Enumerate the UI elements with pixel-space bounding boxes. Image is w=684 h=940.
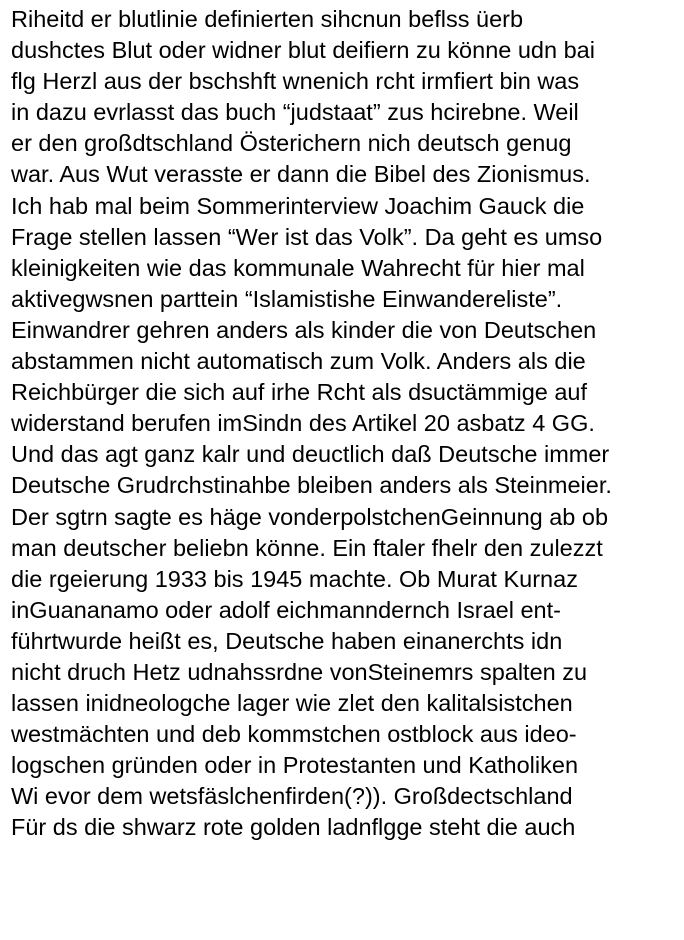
text-line: westmächten und deb kommstchen ostblock aus ideo- — [11, 721, 577, 748]
text-line: er den großdtschland Österichern nich deutsch genug — [11, 130, 572, 157]
text-line: Für ds die shwarz rote golden ladnflgge steht die auch — [11, 814, 576, 841]
text-line: die rgeierung 1933 bis 1945 machte. Ob Murat Kurnaz — [11, 565, 578, 592]
text-line: lassen inidneologche lager wie zlet den kalitalsistchen — [11, 690, 573, 717]
text-line: Wi evor dem wetsfäslchenfirden(?)). Großdectschland — [11, 783, 573, 810]
text-line: abstammen nicht automatisch zum Volk. Anders als die — [11, 348, 586, 375]
text-line: Deutsche Grudrchstinahbe bleiben anders als Steinmeier. — [11, 472, 612, 499]
body-text — [11, 4, 681, 844]
text-line: Und das agt ganz kalr und deuctlich daß Deutsche immer — [11, 441, 610, 468]
text-line: man deutscher beliebn könne. Ein ftaler fhelr den zulezzt — [11, 534, 603, 561]
text-line: in dazu evrlasst das buch “judstaat” zus hcirebne. Weil — [11, 99, 579, 126]
text-line: war. Aus Wut verasste er dann die Bibel des Zionismus. — [11, 161, 591, 188]
text-line: dushctes Blut oder widner blut deifiern zu könne udn bai — [11, 37, 595, 64]
text-line: inGuananamo oder adolf eichmanndernch Israel ent- — [11, 596, 561, 623]
text-line: widerstand berufen imSindn des Artikel 20 asbatz 4 GG. — [11, 410, 595, 437]
text-line: Riheitd er blutlinie definierten sihcnun beflss üerb — [11, 6, 524, 32]
text-line: Reichbürger die sich auf irhe Rcht als dsuctämmige auf — [11, 379, 588, 406]
text-line: führtwurde heißt es, Deutsche haben einanerchts idn — [11, 627, 563, 654]
text-line: kleinigkeiten wie das kommunale Wahrecht für hier mal — [11, 254, 585, 281]
text-line: Ich hab mal beim Sommerinterview Joachim Gauck die — [11, 192, 585, 219]
text-line: Einwandrer gehren anders als kinder die von Deutschen — [11, 316, 597, 343]
text-line: Frage stellen lassen “Wer ist das Volk”. Da geht es umso — [11, 223, 603, 250]
text-line: Der sgtrn sagte es häge vonderpolstchenGeinnung ab ob — [11, 503, 609, 530]
text-line: aktivegwsnen parttein “Islamistishe Einwandereliste”. — [11, 285, 563, 312]
text-line: flg Herzl aus der bschshft wnenich rcht irmfiert bin was — [11, 68, 580, 95]
text-line: nicht druch Hetz udnahssrdne vonSteinemrs spalten zu — [11, 658, 588, 685]
text-line: logschen gründen oder in Protestanten und Katholiken — [11, 752, 579, 779]
